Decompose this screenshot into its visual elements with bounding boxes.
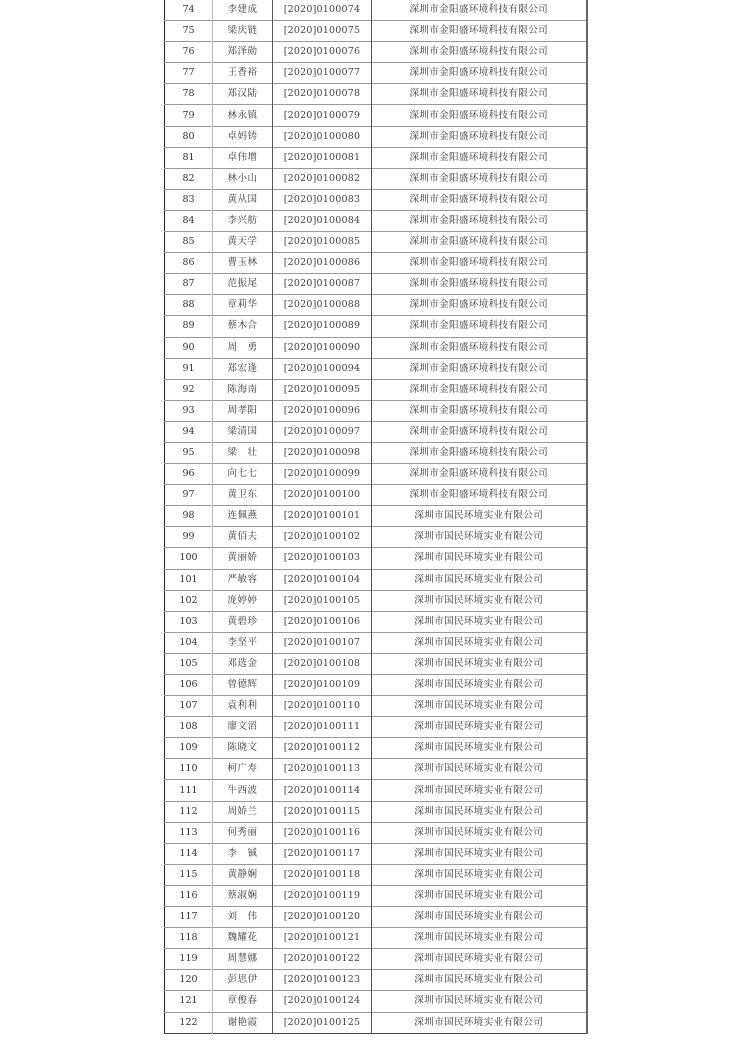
certificate-number: [2020]0100107 <box>273 632 372 653</box>
row-number: 102 <box>165 590 213 611</box>
row-number: 100 <box>165 548 213 569</box>
certificate-number: [2020]0100076 <box>273 42 372 63</box>
person-name: 黄佰夫 <box>213 527 273 548</box>
company-name: 深圳市金阳盛环境科技有限公司 <box>372 337 587 358</box>
company-name: 深圳市金阳盛环境科技有限公司 <box>372 84 587 105</box>
company-name: 深圳市国民环境实业有限公司 <box>372 527 587 548</box>
company-name: 深圳市金阳盛环境科技有限公司 <box>372 189 587 210</box>
row-number: 113 <box>165 822 213 843</box>
certificate-number: [2020]0100104 <box>273 569 372 590</box>
company-name: 深圳市金阳盛环境科技有限公司 <box>372 316 587 337</box>
row-number: 104 <box>165 632 213 653</box>
table-row <box>165 442 587 463</box>
person-name: 周慧娜 <box>213 949 273 970</box>
table-row <box>165 611 587 632</box>
table-row <box>165 168 587 189</box>
person-name: 梁清国 <box>213 421 273 442</box>
certificate-number: [2020]0100081 <box>273 147 372 168</box>
table-row <box>165 653 587 674</box>
certificate-number: [2020]0100083 <box>273 189 372 210</box>
row-number: 95 <box>165 442 213 463</box>
table-row <box>165 696 587 717</box>
company-name: 深圳市国民环境实业有限公司 <box>372 506 587 527</box>
person-name: 周孝阳 <box>213 400 273 421</box>
certificate-number: [2020]0100110 <box>273 696 372 717</box>
row-number: 94 <box>165 421 213 442</box>
person-name: 彭思伊 <box>213 970 273 991</box>
company-name: 深圳市国民环境实业有限公司 <box>372 653 587 674</box>
certificate-number: [2020]0100120 <box>273 907 372 928</box>
table-row <box>165 864 587 885</box>
person-name: 何秀丽 <box>213 822 273 843</box>
company-name: 深圳市国民环境实业有限公司 <box>372 949 587 970</box>
certificate-number: [2020]0100099 <box>273 464 372 485</box>
company-name: 深圳市金阳盛环境科技有限公司 <box>372 295 587 316</box>
person-name: 王香裕 <box>213 63 273 84</box>
person-name: 陈海南 <box>213 379 273 400</box>
row-number: 76 <box>165 42 213 63</box>
certificate-number: [2020]0100115 <box>273 801 372 822</box>
table-row <box>165 949 587 970</box>
table-row <box>165 632 587 653</box>
person-name: 牛西波 <box>213 780 273 801</box>
company-name: 深圳市金阳盛环境科技有限公司 <box>372 379 587 400</box>
person-name: 章俊春 <box>213 991 273 1012</box>
row-number: 97 <box>165 485 213 506</box>
table-row <box>165 147 587 168</box>
person-name: 黄丽娇 <box>213 548 273 569</box>
row-number: 84 <box>165 210 213 231</box>
company-name: 深圳市国民环境实业有限公司 <box>372 759 587 780</box>
table-row <box>165 780 587 801</box>
table-row <box>165 105 587 126</box>
table-row <box>165 970 587 991</box>
row-number: 111 <box>165 780 213 801</box>
person-name: 蔡木合 <box>213 316 273 337</box>
certificate-number: [2020]0100089 <box>273 316 372 337</box>
company-name: 深圳市国民环境实业有限公司 <box>372 885 587 906</box>
company-name: 深圳市金阳盛环境科技有限公司 <box>409 4 549 16</box>
person-name: 黄碧珍 <box>213 611 273 632</box>
row-number: 105 <box>165 653 213 674</box>
company-name: 深圳市金阳盛环境科技有限公司 <box>372 421 587 442</box>
person-name: 林小山 <box>213 168 273 189</box>
certificate-number: [2020]0100095 <box>273 379 372 400</box>
company-name: 深圳市金阳盛环境科技有限公司 <box>372 105 587 126</box>
row-number: 110 <box>165 759 213 780</box>
person-name: 周娇兰 <box>213 801 273 822</box>
certificate-number: [2020]0100124 <box>273 991 372 1012</box>
person-name: 李坚平 <box>213 632 273 653</box>
certificate-number: [2020]0100102 <box>273 527 372 548</box>
company-name: 深圳市金阳盛环境科技有限公司 <box>372 147 587 168</box>
person-name: 严敏容 <box>213 569 273 590</box>
company-name: 深圳市金阳盛环境科技有限公司 <box>372 464 587 485</box>
row-number: 106 <box>165 675 213 696</box>
table-row <box>165 885 587 906</box>
row-number: 86 <box>165 253 213 274</box>
person-name: 梁庆链 <box>213 21 273 42</box>
person-name: 柯广寿 <box>213 759 273 780</box>
table-row <box>165 358 587 379</box>
table-row <box>165 379 587 400</box>
company-name: 深圳市金阳盛环境科技有限公司 <box>372 442 587 463</box>
row-number: 78 <box>165 84 213 105</box>
person-name: 卓妈铸 <box>213 126 273 147</box>
table-row <box>165 759 587 780</box>
company-name: 深圳市国民环境实业有限公司 <box>372 548 587 569</box>
row-number: 77 <box>165 63 213 84</box>
person-name: 袁利利 <box>213 696 273 717</box>
table-row <box>165 232 587 253</box>
row-number: 90 <box>165 337 213 358</box>
table-row <box>165 0 587 21</box>
company-name: 深圳市国民环境实业有限公司 <box>372 717 587 738</box>
certificate-number: [2020]0100112 <box>273 738 372 759</box>
certificate-number: [2020]0100121 <box>273 928 372 949</box>
row-number: 89 <box>165 316 213 337</box>
row-number: 80 <box>165 126 213 147</box>
company-name: 深圳市国民环境实业有限公司 <box>372 611 587 632</box>
row-number: 120 <box>165 970 213 991</box>
certificate-number: [2020]0100084 <box>273 210 372 231</box>
company-name: 深圳市国民环境实业有限公司 <box>372 970 587 991</box>
certificate-number: [2020]0100109 <box>273 675 372 696</box>
certificate-number: [2020]0100090 <box>273 337 372 358</box>
company-name: 深圳市国民环境实业有限公司 <box>372 907 587 928</box>
person-name: 梁 壮 <box>213 442 273 463</box>
person-name: 曾德辉 <box>213 675 273 696</box>
row-number: 92 <box>165 379 213 400</box>
table-row <box>165 590 587 611</box>
person-name: 黄天学 <box>213 232 273 253</box>
person-name: 郑汉陆 <box>213 84 273 105</box>
company-name: 深圳市金阳盛环境科技有限公司 <box>372 63 587 84</box>
table-row <box>165 801 587 822</box>
row-number: 91 <box>165 358 213 379</box>
certificate-number: [2020]0100100 <box>273 485 372 506</box>
company-name: 深圳市国民环境实业有限公司 <box>372 738 587 759</box>
table-row <box>165 907 587 928</box>
person-name: 曹玉林 <box>213 253 273 274</box>
row-number: 122 <box>165 1012 213 1033</box>
company-name: 深圳市国民环境实业有限公司 <box>372 632 587 653</box>
person-name: 卓伟增 <box>213 147 273 168</box>
person-name: 黄卫东 <box>213 485 273 506</box>
person-name: 郑泽勋 <box>213 42 273 63</box>
table-row <box>165 337 587 358</box>
row-number: 107 <box>165 696 213 717</box>
certificate-number: [2020]0100087 <box>273 274 372 295</box>
table-row <box>165 675 587 696</box>
row-number: 112 <box>165 801 213 822</box>
certificate-number: [2020]0100111 <box>273 717 372 738</box>
table-row <box>165 274 587 295</box>
company-name: 深圳市金阳盛环境科技有限公司 <box>372 126 587 147</box>
person-name: 向七七 <box>213 464 273 485</box>
row-number: 103 <box>165 611 213 632</box>
row-number: 98 <box>165 506 213 527</box>
certificate-number: [2020]0100096 <box>273 400 372 421</box>
certificate-number: [2020]0100108 <box>273 653 372 674</box>
certificate-number: [2020]0100119 <box>273 885 372 906</box>
certificate-number: [2020]0100118 <box>273 864 372 885</box>
table-row <box>165 527 587 548</box>
company-name: 深圳市国民环境实业有限公司 <box>372 569 587 590</box>
certificate-number: [2020]0100085 <box>273 232 372 253</box>
certificate-number: [2020]0100117 <box>273 843 372 864</box>
person-name: 李兴舫 <box>213 210 273 231</box>
row-number: 85 <box>165 232 213 253</box>
person-name: 林永镇 <box>213 105 273 126</box>
certificate-number: [2020]0100075 <box>273 21 372 42</box>
row-number: 118 <box>165 928 213 949</box>
certificate-number: [2020]0100079 <box>273 105 372 126</box>
table-row <box>165 21 587 42</box>
company-name: 深圳市国民环境实业有限公司 <box>372 780 587 801</box>
person-name: 廖文滔 <box>213 717 273 738</box>
table-row <box>165 210 587 231</box>
table-row <box>165 464 587 485</box>
company-name: 深圳市金阳盛环境科技有限公司 <box>372 232 587 253</box>
table-row <box>165 253 587 274</box>
row-number: 88 <box>165 295 213 316</box>
row-number: 93 <box>165 400 213 421</box>
table-row <box>165 84 587 105</box>
person-name: 连佩燕 <box>213 506 273 527</box>
company-name: 深圳市国民环境实业有限公司 <box>372 590 587 611</box>
row-number: 82 <box>165 168 213 189</box>
table-row <box>165 1012 587 1033</box>
table-row <box>165 569 587 590</box>
row-number: 99 <box>165 527 213 548</box>
company-name: 深圳市国民环境实业有限公司 <box>372 675 587 696</box>
certificate-number: [2020]0100105 <box>273 590 372 611</box>
table-row <box>165 485 587 506</box>
certificate-number: [2020]0100077 <box>273 63 372 84</box>
company-name: 深圳市国民环境实业有限公司 <box>372 801 587 822</box>
table-row <box>165 822 587 843</box>
certificate-number: [2020]0100080 <box>273 126 372 147</box>
certificate-number: [2020]0100074 <box>273 0 372 21</box>
table-row <box>165 506 587 527</box>
person-name: 蔡淑娴 <box>213 885 273 906</box>
company-name: 深圳市国民环境实业有限公司 <box>372 928 587 949</box>
person-name: 魏耀花 <box>213 928 273 949</box>
row-number: 119 <box>165 949 213 970</box>
row-number: 108 <box>165 717 213 738</box>
table-row <box>165 126 587 147</box>
row-number: 74 <box>165 0 213 21</box>
table-body <box>165 0 587 1033</box>
person-name: 陈晓文 <box>213 738 273 759</box>
certificate-number: [2020]0100078 <box>273 84 372 105</box>
certificate-number: [2020]0100113 <box>273 759 372 780</box>
table-row <box>165 400 587 421</box>
company-name: 深圳市金阳盛环境科技有限公司 <box>372 253 587 274</box>
table-row <box>165 991 587 1012</box>
certificate-number: [2020]0100082 <box>273 168 372 189</box>
table-row <box>165 63 587 84</box>
row-number: 121 <box>165 991 213 1012</box>
certificate-number: [2020]0100103 <box>273 548 372 569</box>
company-name: 深圳市国民环境实业有限公司 <box>372 843 587 864</box>
certificate-number: [2020]0100114 <box>273 780 372 801</box>
company-name: 深圳市金阳盛环境科技有限公司 <box>372 274 587 295</box>
company-name: 深圳市金阳盛环境科技有限公司 <box>372 168 587 189</box>
person-name: 周 勇 <box>213 337 273 358</box>
certificate-number: [2020]0100086 <box>273 253 372 274</box>
person-name: 李建成 <box>213 0 273 21</box>
person-name: 李 铖 <box>213 843 273 864</box>
table-row <box>165 189 587 210</box>
row-number: 115 <box>165 864 213 885</box>
table-row <box>165 42 587 63</box>
row-number: 117 <box>165 907 213 928</box>
table-row <box>165 738 587 759</box>
certificate-number: [2020]0100097 <box>273 421 372 442</box>
company-name: 深圳市国民环境实业有限公司 <box>372 991 587 1012</box>
person-name: 庞婷婷 <box>213 590 273 611</box>
company-name: 深圳市金阳盛环境科技有限公司 <box>372 210 587 231</box>
row-number: 101 <box>165 569 213 590</box>
certificate-number: [2020]0100088 <box>273 295 372 316</box>
certificate-number: [2020]0100125 <box>273 1012 372 1033</box>
table-row <box>165 295 587 316</box>
company-name: 深圳市金阳盛环境科技有限公司 <box>372 485 587 506</box>
row-number: 114 <box>165 843 213 864</box>
company-name: 深圳市金阳盛环境科技有限公司 <box>372 400 587 421</box>
row-number: 109 <box>165 738 213 759</box>
company-name: 深圳市金阳盛环境科技有限公司 <box>372 21 587 42</box>
row-number: 87 <box>165 274 213 295</box>
certificate-number: [2020]0100094 <box>273 358 372 379</box>
row-number: 81 <box>165 147 213 168</box>
company-name: 深圳市国民环境实业有限公司 <box>372 1012 587 1033</box>
row-number: 75 <box>165 21 213 42</box>
row-number: 116 <box>165 885 213 906</box>
person-name: 谢艳霞 <box>213 1012 273 1033</box>
table-row <box>165 717 587 738</box>
row-number: 96 <box>165 464 213 485</box>
table-row <box>165 316 587 337</box>
person-name: 黄静娴 <box>213 864 273 885</box>
certificate-number: [2020]0100101 <box>273 506 372 527</box>
company-name: 深圳市金阳盛环境科技有限公司 <box>372 358 587 379</box>
person-name: 章莉华 <box>213 295 273 316</box>
certificate-number: [2020]0100122 <box>273 949 372 970</box>
certificate-number: [2020]0100123 <box>273 970 372 991</box>
person-name: 邓选金 <box>213 653 273 674</box>
row-number: 83 <box>165 189 213 210</box>
company-name: 深圳市国民环境实业有限公司 <box>372 822 587 843</box>
certificate-list-table <box>164 0 588 1034</box>
certificate-number: [2020]0100106 <box>273 611 372 632</box>
company-name: 深圳市国民环境实业有限公司 <box>372 864 587 885</box>
company-name: 深圳市金阳盛环境科技有限公司 <box>372 42 587 63</box>
person-name: 刘 伟 <box>213 907 273 928</box>
company-name: 深圳市国民环境实业有限公司 <box>372 696 587 717</box>
person-name: 郑宏逢 <box>213 358 273 379</box>
table-row <box>165 548 587 569</box>
table-row <box>165 421 587 442</box>
person-name: 范振尾 <box>213 274 273 295</box>
certificate-number: [2020]0100116 <box>273 822 372 843</box>
person-name: 黄从国 <box>213 189 273 210</box>
certificate-number: [2020]0100098 <box>273 442 372 463</box>
table-row <box>165 928 587 949</box>
row-number: 79 <box>165 105 213 126</box>
table-row <box>165 843 587 864</box>
